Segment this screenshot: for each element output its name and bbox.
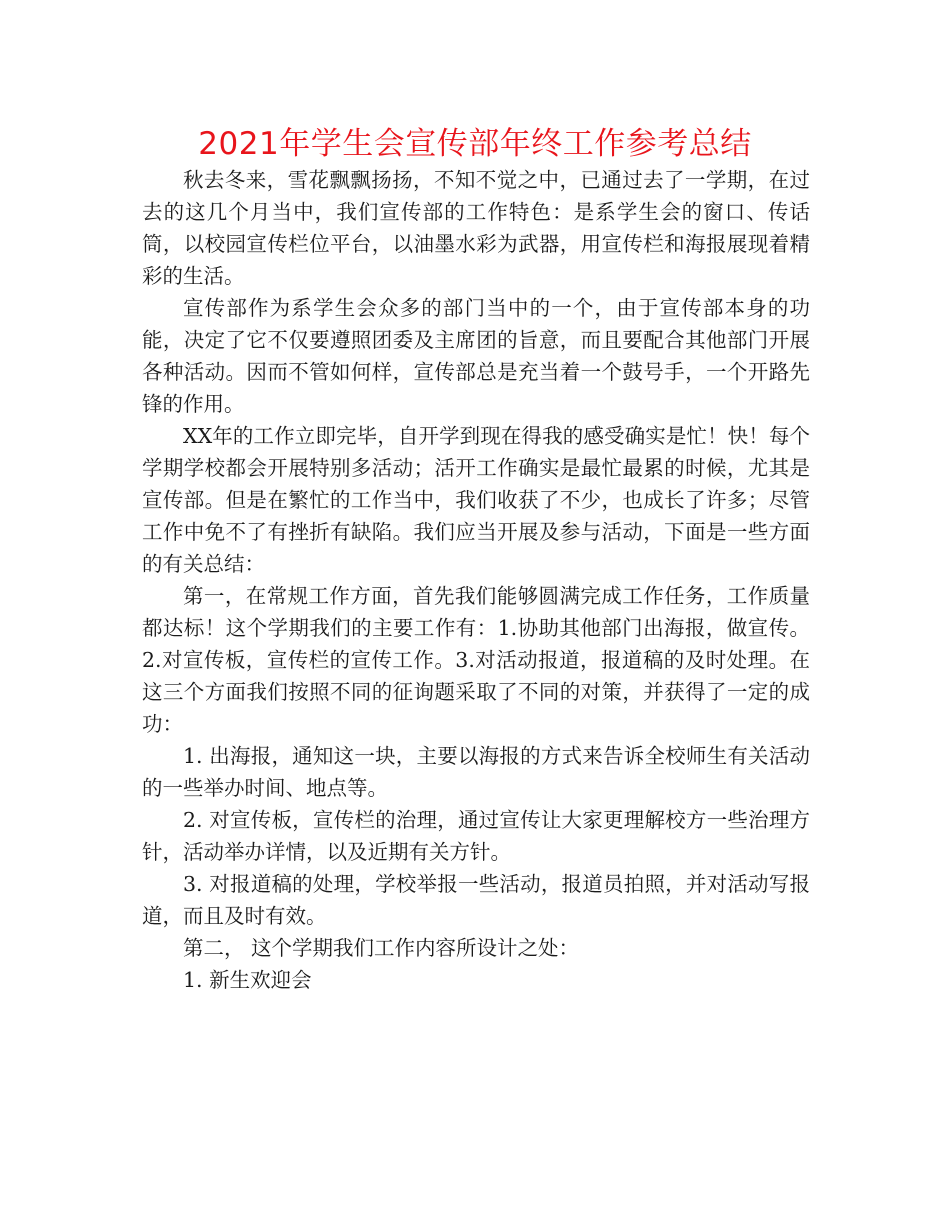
document-body [142,164,810,996]
document-title: 2021年学生会宣传部年终工作参考总结 [198,126,752,162]
paragraph-intro: 秋去冬来，雪花飘飘扬扬，不知不觉之中，已通过去了一学期，在过去的这几个月当中，我们宣传部的工作特色：是系学生会的窗口、传话筒，以校园宣传栏位平台，以油墨水彩为武器，用宣传栏和海报展现着精彩的生活。 [142,168,810,288]
paragraph-second-point: 第二， 这个学期我们工作内容所设计之处： [183,936,580,960]
paragraph-first-point: 第一，在常规工作方面，首先我们能够圆满完成工作任务，工作质量都达标！这个学期我们的主要工作有：1.协助其他部门出海报，做宣传。2.对宣传板，宣传栏的宣传工作。3.对活动报道，报道稿的及时处理。在这三个方面我们按照不同的征询题采取了不同的对策，并获得了一定的成功： [142,584,810,736]
list-item-reports: 3. 对报道稿的处理，学校举报一些活动，报道员拍照，并对活动写报道，而且及时有效。 [142,872,810,928]
list-item-posters: 1. 出海报，通知这一块，主要以海报的方式来告诉全校师生有关活动的一些举办时间、地点等。 [142,744,810,800]
paragraph-feelings: XX年的工作立即完毕，自开学到现在得我的感受确实是忙！快！每个学期学校都会开展特别多活动；活开工作确实是最忙最累的时候，尤其是宣传部。但是在繁忙的工作当中，我们收获了不少，也成长了许多；尽管工作中免不了有挫折有缺陷。我们应当开展及参与活动，下面是一些方面的有关总结： [142,424,810,576]
list-item-boards: 2. 对宣传板，宣传栏的治理，通过宣传让大家更理解校方一些治理方针，活动举办详情，以及近期有关方针。 [142,808,810,864]
paragraph-role: 宣传部作为系学生会众多的部门当中的一个，由于宣传部本身的功能，决定了它不仅要遵照团委及主席团的旨意，而且要配合其他部门开展各种活动。因而不管如何样，宣传部总是充当着一个鼓号手，一个开路先锋的作用。 [142,296,810,416]
list-item-welcome: 1. 新生欢迎会 [183,968,312,992]
